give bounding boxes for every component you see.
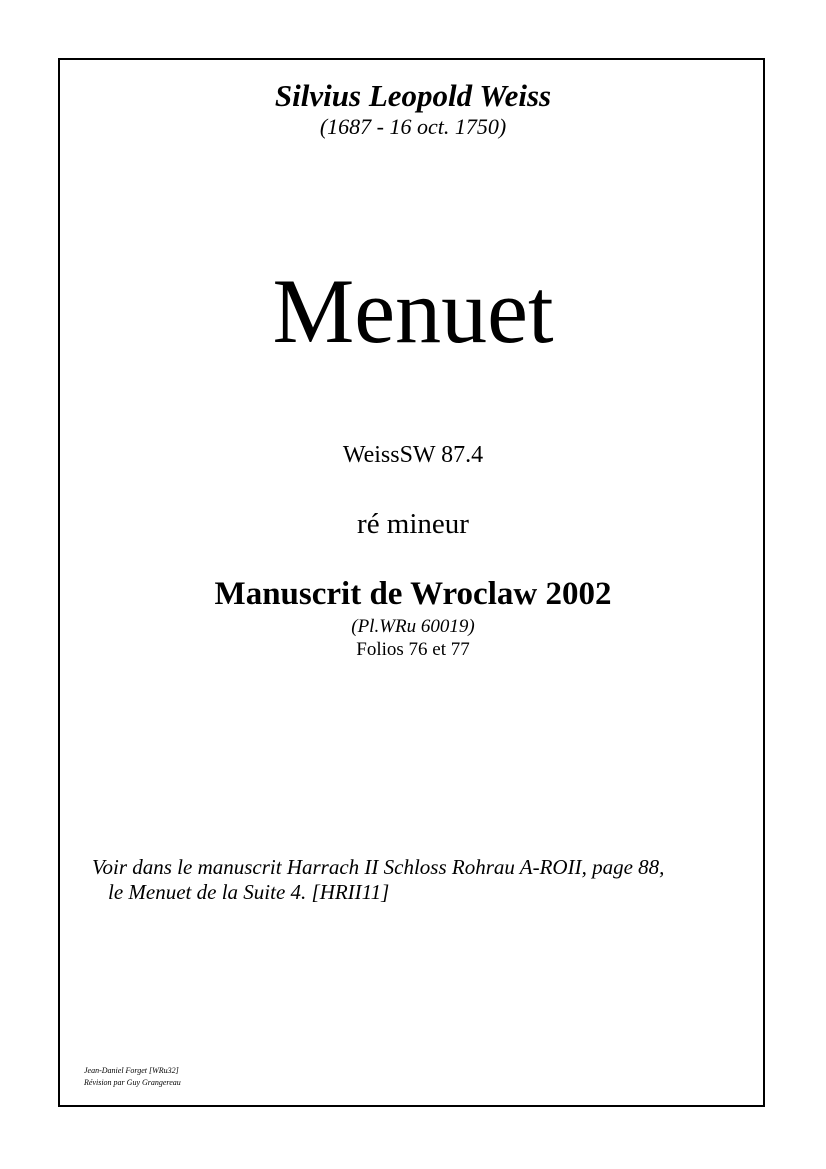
catalog-number: WeissSW 87.4 — [342, 442, 484, 468]
reference-note-line-2: le Menuet de la Suite 4. [HRII11] — [108, 880, 390, 904]
manuscript-shelfmark: (Pl.WRu 60019) — [351, 616, 475, 637]
page-title: Menuet — [272, 260, 554, 362]
transcriber-credit: Jean-Daniel Forget [WRu32] — [84, 1066, 179, 1075]
composer-dates: (1687 - 16 oct. 1750) — [319, 114, 507, 139]
manuscript-title: Manuscrit de Wroclaw 2002 — [214, 576, 612, 612]
manuscript-folios: Folios 76 et 77 — [356, 639, 470, 660]
composer-name: Silvius Leopold Weiss — [274, 78, 552, 113]
revision-credit: Révision par Guy Grangereau — [84, 1078, 181, 1087]
musical-key: ré mineur — [357, 508, 469, 540]
reference-note-line-1: Voir dans le manuscrit Harrach II Schloss Rohrau A-ROII, page 88, — [92, 855, 665, 879]
